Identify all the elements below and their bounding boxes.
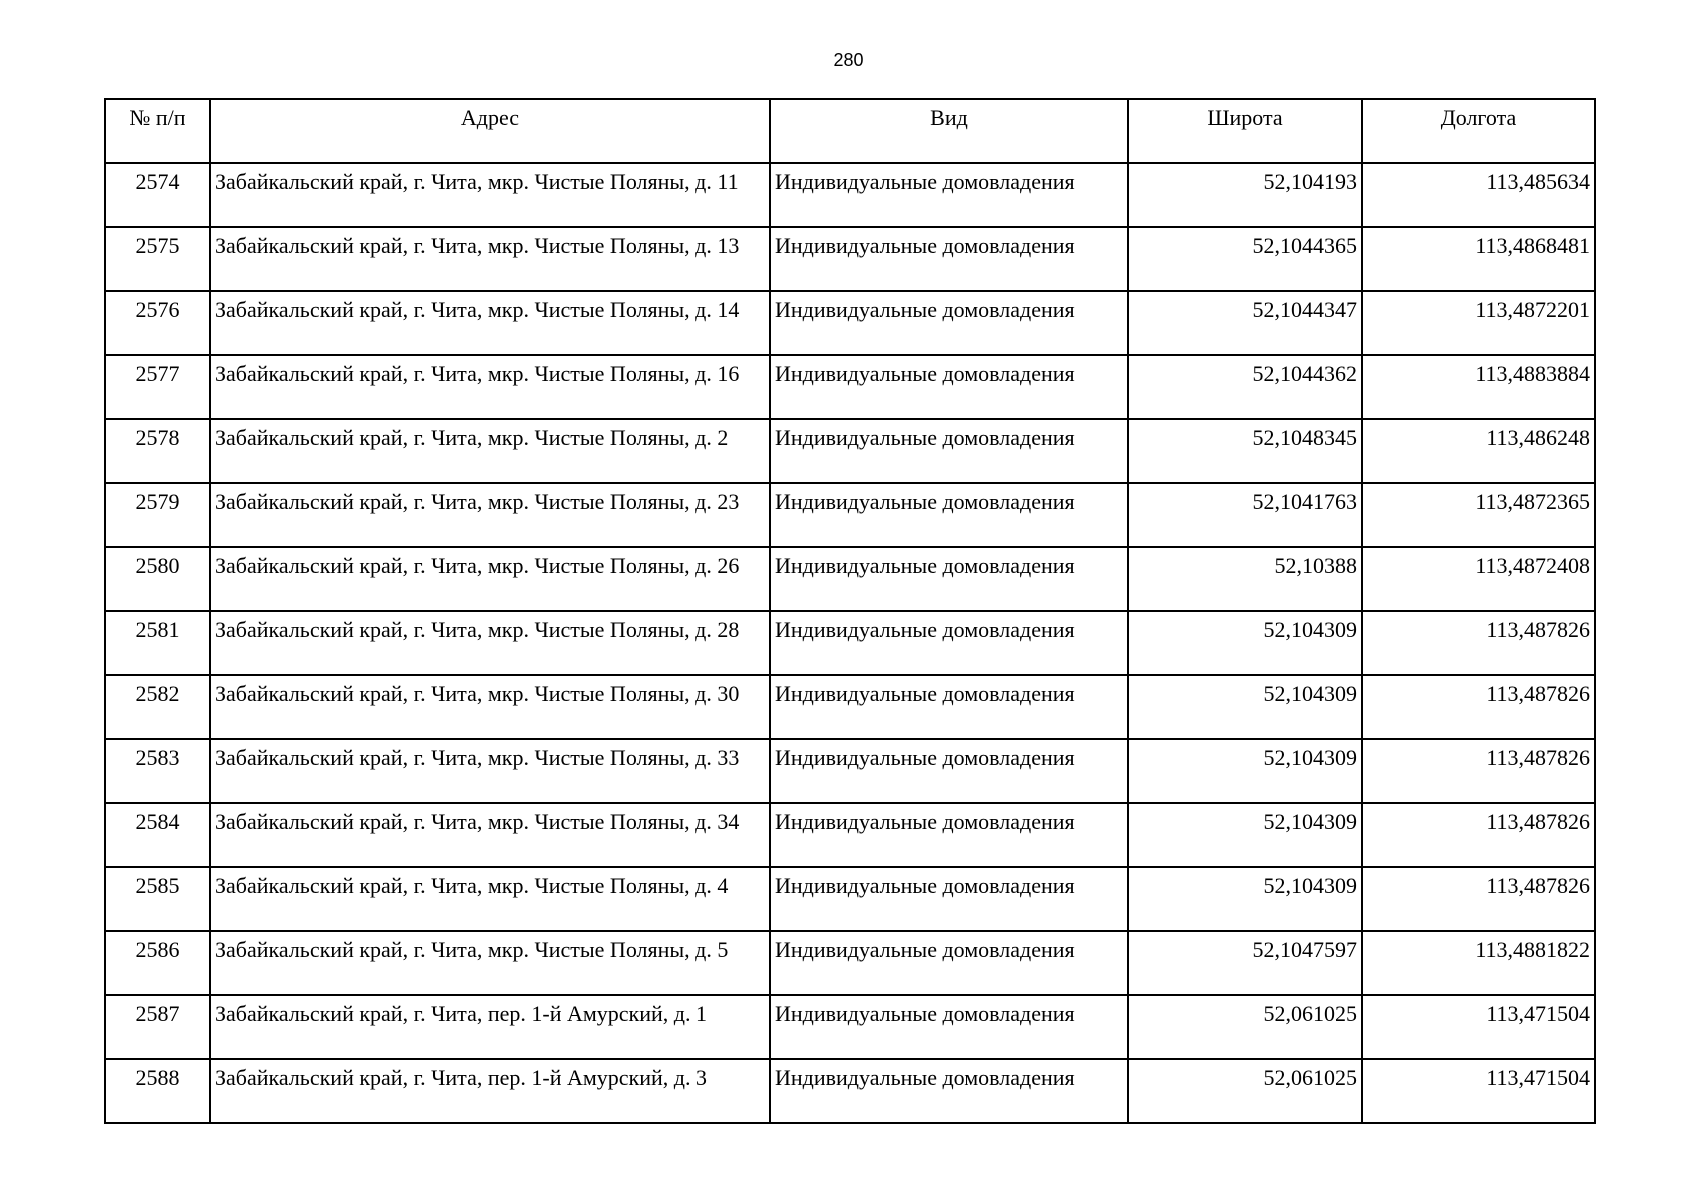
table-row [105, 291, 1595, 355]
cell-latitude: 52,104309 [1128, 739, 1362, 803]
cell-address: Забайкальский край, г. Чита, мкр. Чистые Поляны, д. 16 [210, 355, 770, 419]
cell-latitude: 52,1041763 [1128, 483, 1362, 547]
cell-num: 2587 [105, 995, 210, 1059]
cell-kind: Индивидуальные домовладения [770, 483, 1128, 547]
cell-latitude: 52,104309 [1128, 611, 1362, 675]
cell-kind: Индивидуальные домовладения [770, 995, 1128, 1059]
cell-num: 2581 [105, 611, 210, 675]
cell-kind: Индивидуальные домовладения [770, 675, 1128, 739]
cell-kind: Индивидуальные домовладения [770, 803, 1128, 867]
cell-num: 2575 [105, 227, 210, 291]
cell-latitude: 52,104309 [1128, 867, 1362, 931]
cell-longitude: 113,4868481 [1362, 227, 1595, 291]
cell-longitude: 113,487826 [1362, 867, 1595, 931]
cell-longitude: 113,487826 [1362, 675, 1595, 739]
cell-num: 2588 [105, 1059, 210, 1123]
cell-longitude: 113,487826 [1362, 803, 1595, 867]
header-longitude: Долгота [1362, 99, 1595, 163]
cell-address: Забайкальский край, г. Чита, мкр. Чистые Поляны, д. 5 [210, 931, 770, 995]
cell-latitude: 52,10388 [1128, 547, 1362, 611]
cell-longitude: 113,487826 [1362, 611, 1595, 675]
cell-num: 2576 [105, 291, 210, 355]
cell-address: Забайкальский край, г. Чита, пер. 1-й Амурский, д. 1 [210, 995, 770, 1059]
cell-num: 2578 [105, 419, 210, 483]
cell-kind: Индивидуальные домовладения [770, 547, 1128, 611]
cell-longitude: 113,485634 [1362, 163, 1595, 227]
table-row [105, 1059, 1595, 1123]
cell-latitude: 52,1044365 [1128, 227, 1362, 291]
cell-kind: Индивидуальные домовладения [770, 163, 1128, 227]
cell-longitude: 113,486248 [1362, 419, 1595, 483]
cell-longitude: 113,4883884 [1362, 355, 1595, 419]
cell-latitude: 52,104193 [1128, 163, 1362, 227]
address-table [104, 98, 1596, 1124]
cell-latitude: 52,1044362 [1128, 355, 1362, 419]
cell-num: 2582 [105, 675, 210, 739]
header-row [105, 99, 1595, 163]
cell-kind: Индивидуальные домовладения [770, 227, 1128, 291]
table-row [105, 419, 1595, 483]
cell-address: Забайкальский край, г. Чита, пер. 1-й Амурский, д. 3 [210, 1059, 770, 1123]
table-row [105, 675, 1595, 739]
cell-address: Забайкальский край, г. Чита, мкр. Чистые Поляны, д. 30 [210, 675, 770, 739]
cell-latitude: 52,061025 [1128, 995, 1362, 1059]
cell-address: Забайкальский край, г. Чита, мкр. Чистые Поляны, д. 2 [210, 419, 770, 483]
cell-longitude: 113,4881822 [1362, 931, 1595, 995]
cell-latitude: 52,061025 [1128, 1059, 1362, 1123]
header-num: № п/п [105, 99, 210, 163]
cell-num: 2584 [105, 803, 210, 867]
table-body [105, 163, 1595, 1123]
table-row [105, 611, 1595, 675]
table-row [105, 867, 1595, 931]
page-number: 280 [833, 50, 864, 70]
header-kind: Вид [770, 99, 1128, 163]
cell-kind: Индивидуальные домовладения [770, 355, 1128, 419]
table-row [105, 995, 1595, 1059]
table-header [105, 99, 1595, 163]
cell-num: 2574 [105, 163, 210, 227]
cell-num: 2577 [105, 355, 210, 419]
cell-latitude: 52,1047597 [1128, 931, 1362, 995]
table-row [105, 739, 1595, 803]
cell-address: Забайкальский край, г. Чита, мкр. Чистые Поляны, д. 34 [210, 803, 770, 867]
cell-latitude: 52,1048345 [1128, 419, 1362, 483]
cell-num: 2579 [105, 483, 210, 547]
cell-longitude: 113,487826 [1362, 739, 1595, 803]
cell-num: 2583 [105, 739, 210, 803]
cell-address: Забайкальский край, г. Чита, мкр. Чистые Поляны, д. 28 [210, 611, 770, 675]
cell-longitude: 113,4872201 [1362, 291, 1595, 355]
cell-num: 2580 [105, 547, 210, 611]
cell-longitude: 113,4872408 [1362, 547, 1595, 611]
cell-address: Забайкальский край, г. Чита, мкр. Чистые Поляны, д. 14 [210, 291, 770, 355]
table-row [105, 355, 1595, 419]
table-row [105, 803, 1595, 867]
cell-latitude: 52,104309 [1128, 803, 1362, 867]
table-row [105, 163, 1595, 227]
cell-latitude: 52,1044347 [1128, 291, 1362, 355]
table-row [105, 483, 1595, 547]
cell-kind: Индивидуальные домовладения [770, 611, 1128, 675]
cell-address: Забайкальский край, г. Чита, мкр. Чистые Поляны, д. 23 [210, 483, 770, 547]
cell-kind: Индивидуальные домовладения [770, 931, 1128, 995]
cell-longitude: 113,471504 [1362, 1059, 1595, 1123]
cell-kind: Индивидуальные домовладения [770, 419, 1128, 483]
cell-address: Забайкальский край, г. Чита, мкр. Чистые Поляны, д. 11 [210, 163, 770, 227]
cell-kind: Индивидуальные домовладения [770, 1059, 1128, 1123]
cell-kind: Индивидуальные домовладения [770, 867, 1128, 931]
cell-latitude: 52,104309 [1128, 675, 1362, 739]
table-row [105, 547, 1595, 611]
cell-address: Забайкальский край, г. Чита, мкр. Чистые Поляны, д. 13 [210, 227, 770, 291]
cell-address: Забайкальский край, г. Чита, мкр. Чистые Поляны, д. 33 [210, 739, 770, 803]
cell-address: Забайкальский край, г. Чита, мкр. Чистые Поляны, д. 26 [210, 547, 770, 611]
header-address: Адрес [210, 99, 770, 163]
header-latitude: Широта [1128, 99, 1362, 163]
cell-longitude: 113,4872365 [1362, 483, 1595, 547]
cell-address: Забайкальский край, г. Чита, мкр. Чистые Поляны, д. 4 [210, 867, 770, 931]
table-row [105, 931, 1595, 995]
table-row [105, 227, 1595, 291]
cell-kind: Индивидуальные домовладения [770, 291, 1128, 355]
cell-kind: Индивидуальные домовладения [770, 739, 1128, 803]
cell-num: 2586 [105, 931, 210, 995]
cell-num: 2585 [105, 867, 210, 931]
cell-longitude: 113,471504 [1362, 995, 1595, 1059]
